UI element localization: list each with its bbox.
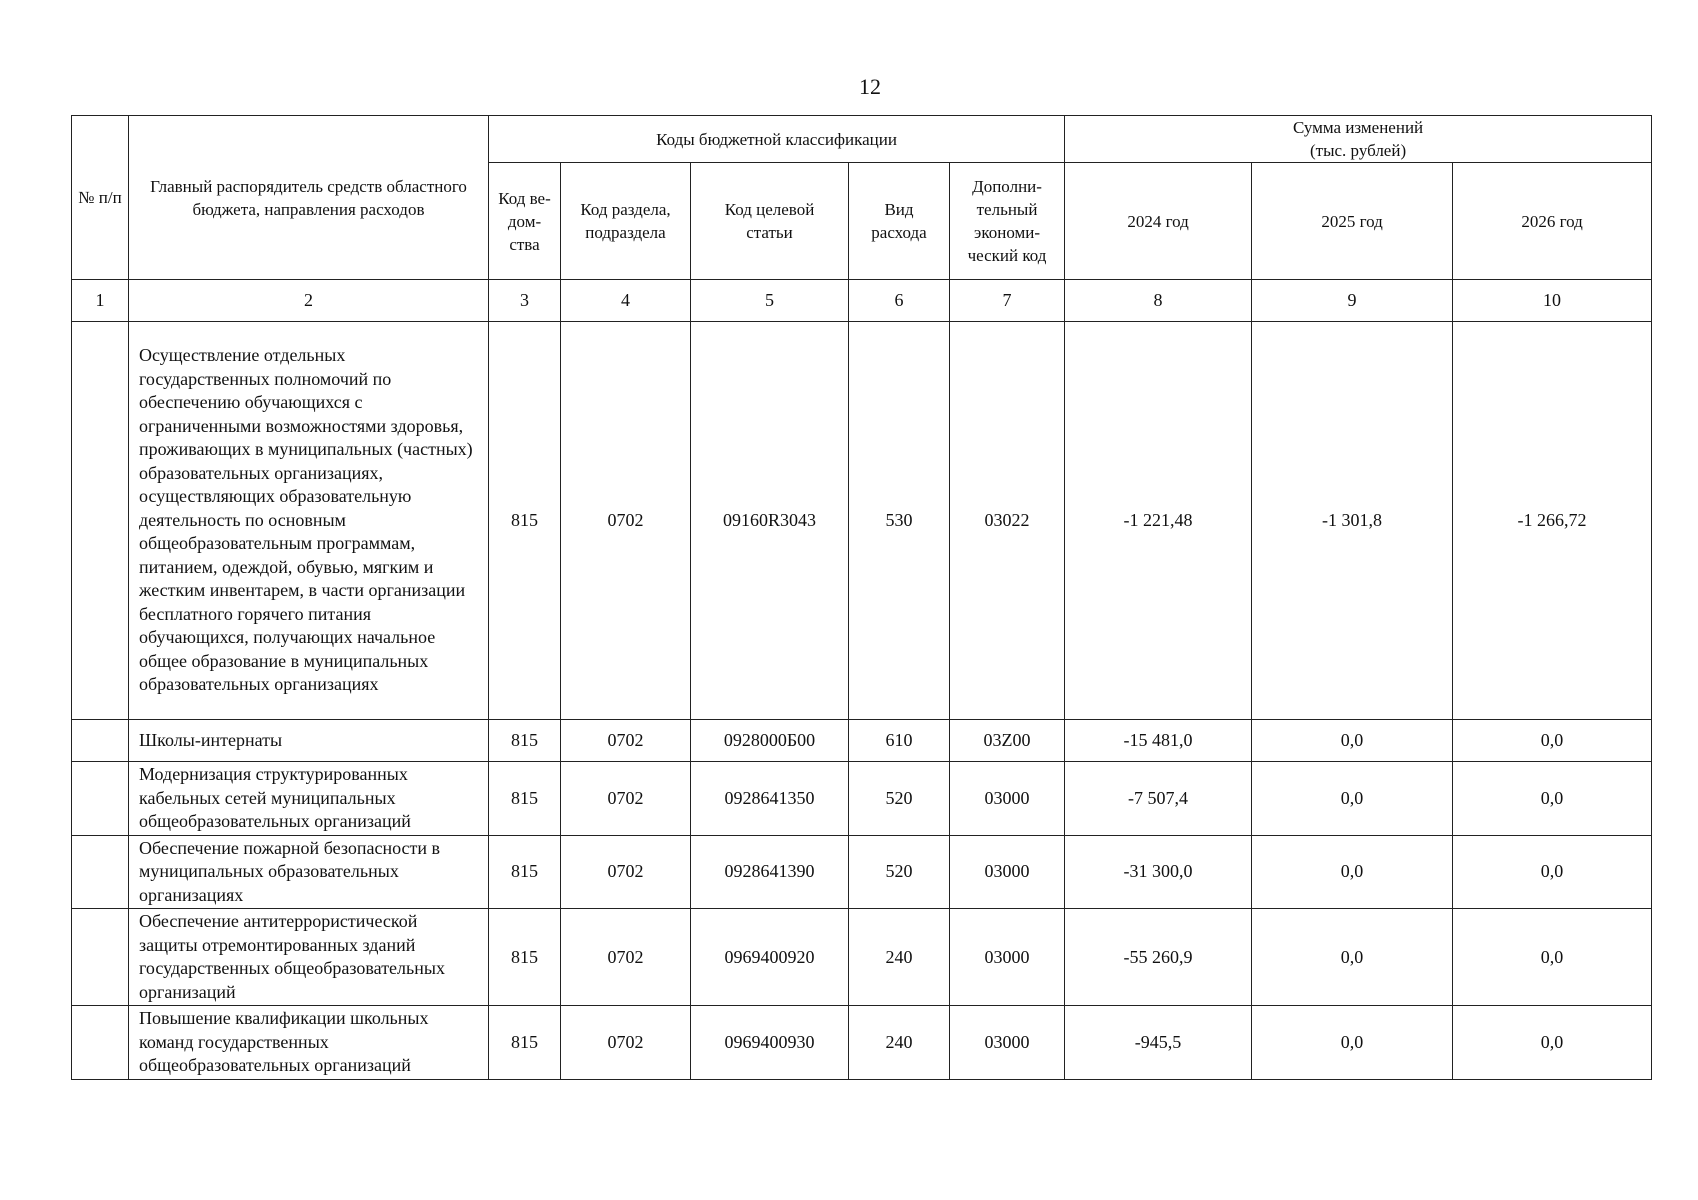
row-amount-2026: 0,0 xyxy=(1453,720,1652,762)
row-expense-type: 240 xyxy=(849,1006,950,1080)
header-sum-changes xyxy=(1065,116,1652,163)
table-row xyxy=(72,909,1652,1006)
row-section-code: 0702 xyxy=(561,835,691,909)
row-number xyxy=(72,720,129,762)
column-number: 3 xyxy=(489,280,561,322)
row-number xyxy=(72,762,129,836)
column-number: 9 xyxy=(1252,280,1453,322)
row-description: Обеспечение пожарной безопасности в муниципальных образовательных организациях xyxy=(129,835,489,909)
row-amount-2026: 0,0 xyxy=(1453,1006,1652,1080)
header-sum-title: Сумма изменений xyxy=(1292,118,1424,137)
header-additional-code: Дополни- тельный экономи- ческий код xyxy=(950,163,1065,280)
header-section-code: Код раздела, подраздела xyxy=(561,163,691,280)
header-year-2026: 2026 год xyxy=(1453,163,1652,280)
row-target-code: 0928641350 xyxy=(691,762,849,836)
row-number xyxy=(72,835,129,909)
row-department-code: 815 xyxy=(489,762,561,836)
row-additional-code: 03000 xyxy=(950,1006,1065,1080)
row-section-code: 0702 xyxy=(561,762,691,836)
row-amount-2025: 0,0 xyxy=(1252,1006,1453,1080)
header-department-code: Код ве- дом- ства xyxy=(489,163,561,280)
row-amount-2026: 0,0 xyxy=(1453,762,1652,836)
column-number: 10 xyxy=(1453,280,1652,322)
header-budget-codes: Коды бюджетной классификации xyxy=(489,116,1065,163)
row-department-code: 815 xyxy=(489,720,561,762)
row-amount-2024: -31 300,0 xyxy=(1065,835,1252,909)
row-section-code: 0702 xyxy=(561,322,691,720)
row-amount-2024: -1 221,48 xyxy=(1065,322,1252,720)
header-expense-type: Вид расхода xyxy=(849,163,950,280)
row-description: Школы-интернаты xyxy=(129,720,489,762)
row-number xyxy=(72,322,129,720)
row-number xyxy=(72,1006,129,1080)
row-target-code: 0969400920 xyxy=(691,909,849,1006)
row-additional-code: 03000 xyxy=(950,762,1065,836)
table-row xyxy=(72,720,1652,762)
page-number: 12 xyxy=(859,74,881,99)
row-expense-type: 530 xyxy=(849,322,950,720)
column-number: 2 xyxy=(129,280,489,322)
row-amount-2026: 0,0 xyxy=(1453,835,1652,909)
header-row-number: № п/п xyxy=(72,116,129,280)
row-description: Модернизация структурированных кабельных сетей муниципальных общеобразовательных организаций xyxy=(129,762,489,836)
header-main-manager: Главный распорядитель средств областного бюджета, направления расходов xyxy=(129,116,489,280)
header-year-2024: 2024 год xyxy=(1065,163,1252,280)
row-amount-2024: -15 481,0 xyxy=(1065,720,1252,762)
row-amount-2024: -55 260,9 xyxy=(1065,909,1252,1006)
row-expense-type: 240 xyxy=(849,909,950,1006)
budget-changes-table xyxy=(71,115,1652,1080)
row-department-code: 815 xyxy=(489,835,561,909)
row-department-code: 815 xyxy=(489,322,561,720)
row-number xyxy=(72,909,129,1006)
row-amount-2024: -945,5 xyxy=(1065,1006,1252,1080)
column-number: 8 xyxy=(1065,280,1252,322)
row-description: Повышение квалификации школьных команд государственных общеобразовательных организаций xyxy=(129,1006,489,1080)
column-number: 1 xyxy=(72,280,129,322)
row-amount-2025: -1 301,8 xyxy=(1252,322,1453,720)
row-department-code: 815 xyxy=(489,1006,561,1080)
table-row xyxy=(72,762,1652,836)
table-row xyxy=(72,1006,1652,1080)
row-additional-code: 03022 xyxy=(950,322,1065,720)
column-numbers-row xyxy=(72,280,1652,322)
row-amount-2024: -7 507,4 xyxy=(1065,762,1252,836)
header-year-2025: 2025 год xyxy=(1252,163,1453,280)
table-row xyxy=(72,322,1652,720)
row-description: Осуществление отдельных государственных полномочий по обеспечению обучающихся с ограниченными возможностями здоровья, проживающих в муниципальных (частных) образовательных организациях, осуществляющих образовательную деятельность по основным общеобразовательным программам, питанием, одеждой, обувью, мягким и жестким инвентарем, в части организации бесплатного горячего питания обучающихся, получающих начальное общее образование в муниципальных образовательных организациях xyxy=(129,322,489,720)
column-number: 4 xyxy=(561,280,691,322)
column-number: 6 xyxy=(849,280,950,322)
row-section-code: 0702 xyxy=(561,720,691,762)
table-row xyxy=(72,835,1652,909)
row-additional-code: 03000 xyxy=(950,835,1065,909)
row-amount-2025: 0,0 xyxy=(1252,720,1453,762)
row-target-code: 09160R3043 xyxy=(691,322,849,720)
row-expense-type: 520 xyxy=(849,835,950,909)
row-target-code: 0928641390 xyxy=(691,835,849,909)
column-number: 5 xyxy=(691,280,849,322)
row-section-code: 0702 xyxy=(561,1006,691,1080)
header-sum-unit: (тыс. рублей) xyxy=(1309,141,1407,160)
row-amount-2025: 0,0 xyxy=(1252,762,1453,836)
row-amount-2026: -1 266,72 xyxy=(1453,322,1652,720)
row-expense-type: 520 xyxy=(849,762,950,836)
row-section-code: 0702 xyxy=(561,909,691,1006)
header-target-code: Код целевой статьи xyxy=(691,163,849,280)
row-expense-type: 610 xyxy=(849,720,950,762)
row-additional-code: 03Z00 xyxy=(950,720,1065,762)
row-target-code: 0928000Б00 xyxy=(691,720,849,762)
row-target-code: 0969400930 xyxy=(691,1006,849,1080)
row-description: Обеспечение антитеррористической защиты отремонтированных зданий государственных общеобразовательных организаций xyxy=(129,909,489,1006)
column-number: 7 xyxy=(950,280,1065,322)
row-amount-2025: 0,0 xyxy=(1252,835,1453,909)
row-amount-2026: 0,0 xyxy=(1453,909,1652,1006)
row-department-code: 815 xyxy=(489,909,561,1006)
row-additional-code: 03000 xyxy=(950,909,1065,1006)
row-amount-2025: 0,0 xyxy=(1252,909,1453,1006)
